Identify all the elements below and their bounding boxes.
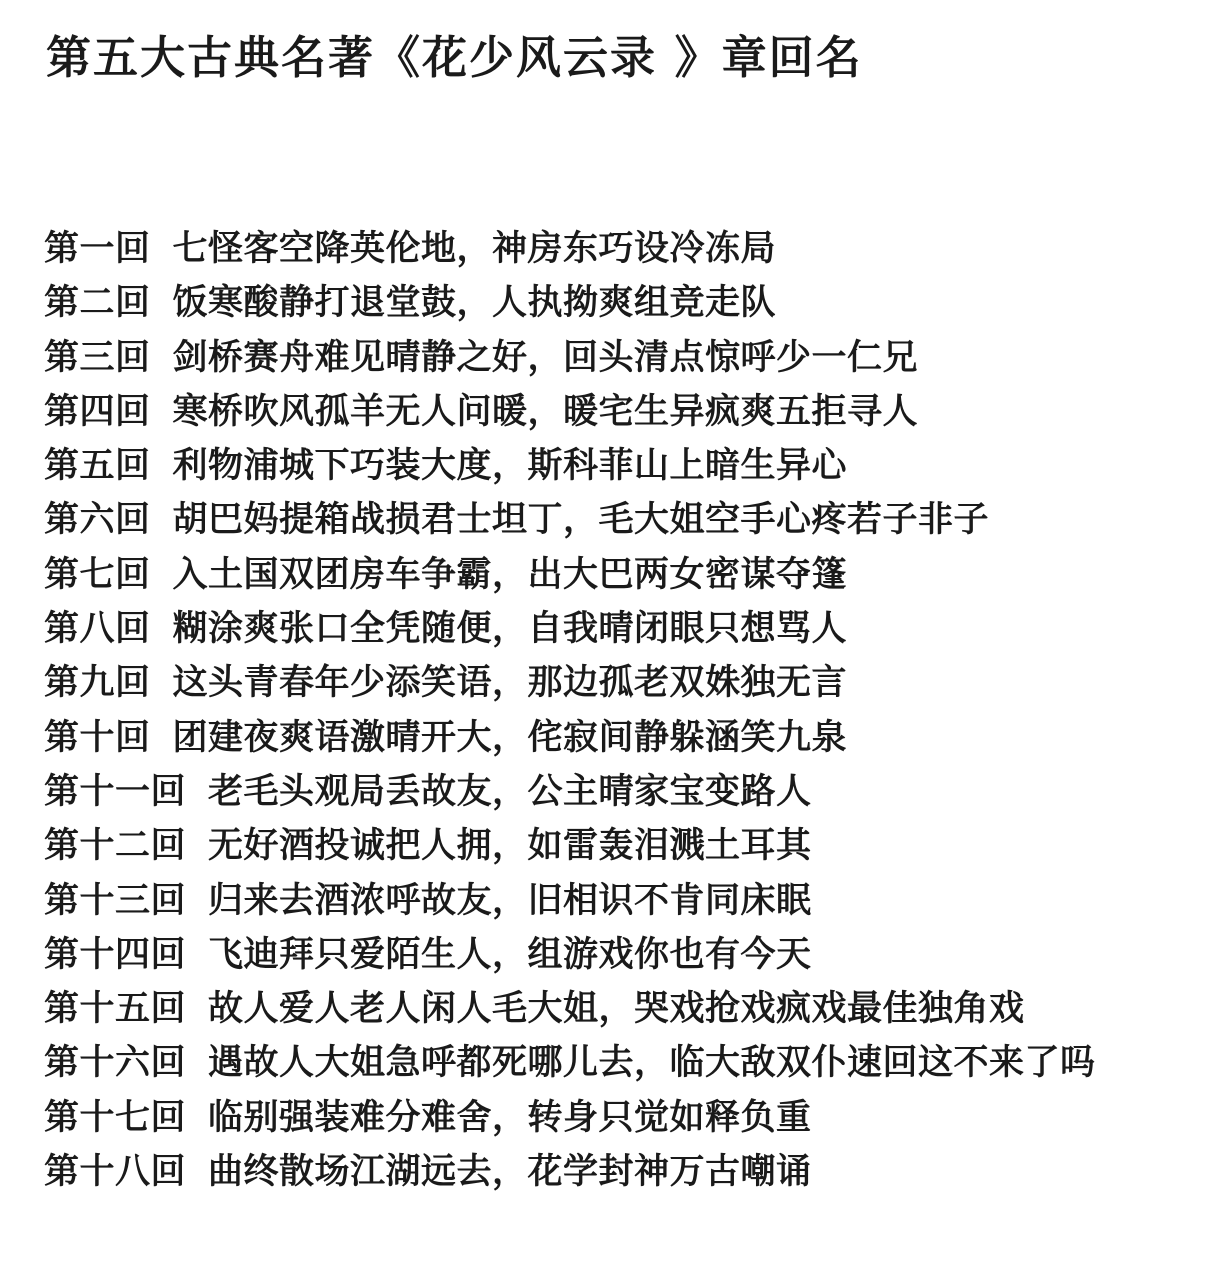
chapter-row <box>44 1036 1096 1090</box>
chapter-name: 胡巴妈提箱战损君士坦丁，毛大姐空手心疼若子非子 <box>172 500 990 541</box>
chapter-name: 利物浦城下巧装大度，斯科菲山上暗生异心 <box>172 446 848 487</box>
chapter-row <box>44 439 1096 493</box>
chapter-number: 第五回 <box>44 446 151 487</box>
chapter-name: 饭寒酸静打退堂鼓，人执拗爽组竞走队 <box>172 283 777 324</box>
chapter-row <box>44 1145 1096 1199</box>
chapter-name: 糊涂爽张口全凭随便，自我晴闭眼只想骂人 <box>172 609 848 650</box>
chapter-row <box>44 385 1096 439</box>
chapter-row <box>44 331 1096 385</box>
chapter-number: 第十七回 <box>44 1097 187 1138</box>
chapter-row <box>44 765 1096 819</box>
chapter-name: 寒桥吹风孤羊无人问暖，暖宅生异疯爽五拒寻人 <box>172 391 919 432</box>
chapter-row <box>44 493 1096 547</box>
chapter-name: 故人爱人老人闲人毛大姐，哭戏抢戏疯戏最佳独角戏 <box>208 989 1025 1030</box>
chapter-row <box>44 874 1096 928</box>
chapter-number: 第三回 <box>44 337 151 378</box>
chapter-number: 第十六回 <box>44 1043 187 1084</box>
chapter-name: 入土国双团房车争霸，出大巴两女密谋夺篷 <box>172 554 848 595</box>
chapter-number: 第七回 <box>44 554 151 595</box>
chapter-row <box>44 548 1096 602</box>
chapter-row <box>44 222 1096 276</box>
chapter-row <box>44 1091 1096 1145</box>
chapter-number: 第六回 <box>44 500 151 541</box>
page-title: 第五大古典名著《花少风云录 》章回名 <box>46 31 863 84</box>
chapter-row <box>44 656 1096 710</box>
chapter-name: 临别强装难分难舍，转身只觉如释负重 <box>208 1097 812 1138</box>
chapter-row <box>44 982 1096 1036</box>
chapter-number: 第二回 <box>44 283 151 324</box>
chapter-row <box>44 276 1096 330</box>
chapter-number: 第十四回 <box>44 934 187 975</box>
chapter-name: 老毛头观局丢故友，公主晴家宝变路人 <box>208 771 812 812</box>
chapter-number: 第九回 <box>44 663 151 704</box>
chapter-name: 剑桥赛舟难见晴静之好，回头清点惊呼少一仁兄 <box>172 337 919 378</box>
chapter-name: 曲终散场江湖远去，花学封神万古嘲诵 <box>208 1152 812 1193</box>
chapter-list <box>44 222 1096 1199</box>
chapter-row <box>44 602 1096 656</box>
chapter-name: 七怪客空降英伦地，神房东巧设冷冻局 <box>172 229 777 269</box>
chapter-row <box>44 928 1096 982</box>
chapter-row <box>44 711 1096 765</box>
chapter-number: 第十三回 <box>44 880 187 921</box>
chapter-number: 第十回 <box>44 717 151 758</box>
chapter-name: 团建夜爽语激晴开大，侘寂间静躲涵笑九泉 <box>172 717 848 758</box>
chapter-number: 第十五回 <box>44 989 187 1030</box>
chapter-number: 第十二回 <box>44 826 187 867</box>
chapter-number: 第一回 <box>44 229 151 269</box>
chapter-name: 遇故人大姐急呼都死哪儿去，临大敌双仆速回这不来了吗 <box>208 1043 1096 1084</box>
chapter-name: 无好酒投诚把人拥，如雷轰泪溅土耳其 <box>208 826 812 867</box>
chapter-name: 这头青春年少添笑语，那边孤老双姝独无言 <box>172 663 848 704</box>
chapter-number: 第十八回 <box>44 1152 187 1193</box>
chapter-name: 飞迪拜只爱陌生人，组游戏你也有今天 <box>208 934 812 975</box>
chapter-number: 第八回 <box>44 609 151 650</box>
chapter-row <box>44 819 1096 873</box>
chapter-number: 第四回 <box>44 391 151 432</box>
chapter-name: 归来去酒浓呼故友，旧相识不肯同床眠 <box>208 880 812 921</box>
chapter-number: 第十一回 <box>44 771 187 812</box>
